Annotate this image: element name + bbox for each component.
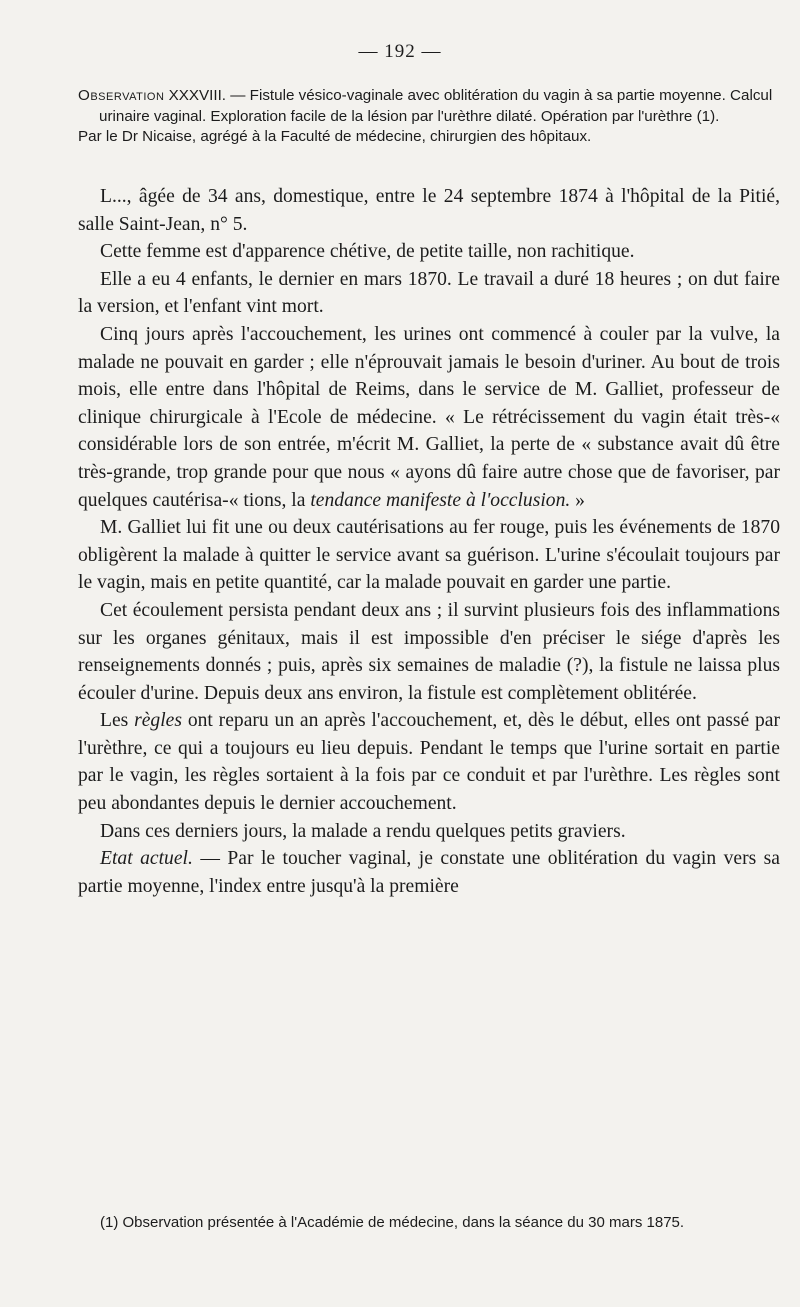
observation-header (78, 86, 778, 148)
paragraph-italic: Etat actuel. (100, 848, 193, 870)
paragraph (78, 707, 780, 817)
paragraph: Elle a eu 4 enfants, le dernier en mars 1870. Le travail a duré 18 heures ; on dut faire la version, et l'enfant vint mort. (78, 268, 780, 318)
observation-title: — Fistule vésico-vaginale avec oblitération du vagin à sa partie moyenne. Calcul urinaire vaginal. Exploration facile de la lésion par l'urèthre dilaté. Opération par l'urèthre (1). (99, 87, 773, 125)
paragraph: Cette femme est d'apparence chétive, de petite taille, non rachitique. (100, 241, 635, 263)
footnote-text: (1) Observation présentée à l'Académie de médecine, dans la séance du 30 mars 1875. (100, 1214, 685, 1231)
paragraph-text-after: » (570, 489, 585, 511)
paragraph-text-after: ont reparu un an après l'accouchement, et, dès le début, elles ont passé par l'urèthre, ce qui a toujours eu lieu depuis. Pendant le temps que l'urine sortait en partie par le vagin, les règles sortaient à la fois par ce conduit et par l'urèthre. Les règles sont peu abondantes depuis le dernier accouchement. (78, 710, 780, 815)
observation-author: Par le Dr Nicaise, agrégé à la Faculté de médecine, chirurgien des hôpitaux. (78, 128, 592, 146)
paragraph: Cet écoulement persista pendant deux ans ; il survint plusieurs fois des inflammations sur les organes génitaux, mais il est impossible d'en préciser le siége d'après les renseignements donnés ; puis, après six semaines de maladie (?), la fistule ne laissa plus écouler d'urine. Depuis deux ans environ, la fistule est complètement oblitérée. (78, 599, 780, 704)
paragraph-italic: règles (134, 710, 182, 732)
body-text (78, 183, 780, 900)
paragraph-italic: tendance manifeste à l'occlusion. (310, 489, 571, 511)
paragraph: L..., âgée de 34 ans, domestique, entre le 24 septembre 1874 à l'hôpital de la Pitié, salle Saint-Jean, n° 5. (78, 186, 780, 235)
observation-label: Observation (78, 87, 165, 104)
observation-title-line (78, 86, 778, 127)
page-number: — 192 — (358, 41, 442, 62)
footnote (78, 1212, 778, 1233)
paragraph (78, 845, 780, 900)
paragraph (78, 321, 780, 514)
paragraph-text-after: — Par le toucher vaginal, je constate une oblitération du vagin vers sa partie moyenne, l'index entre jusqu'à la première (78, 848, 780, 897)
paragraph-text: Cinq jours après l'accouchement, les urines ont commencé à couler par la vulve, la malade ne pouvait en garder ; elle n'éprouvait jamais le besoin d'uriner. Au bout de trois mois, elle entre dans l'hôpital de Reims, dans le service de M. Galliet, professeur de clinique chirurgicale à l'Ecole de médecine. « Le rétrécissement du vagin était très-« considérable lors de son entrée, m'écrit M. Galliet, la perte de « substance avait dû être très-grande, trop grande pour que nous « ayons dû faire autre chose que de favoriser, par quelques cautérisa-« tions, la (78, 323, 780, 511)
paragraph: Dans ces derniers jours, la malade a rendu quelques petits graviers. (100, 820, 626, 842)
paragraph: M. Galliet lui fit une ou deux cautérisations au fer rouge, puis les événements de 1870 obligèrent la malade à quitter le service avant sa guérison. L'urine s'écoulait toujours par le vagin, mais en petite quantité, car la malade pouvait en garder une partie. (78, 517, 780, 594)
paragraph-text: Les (100, 710, 135, 732)
observation-number: XXXVIII. (168, 87, 227, 104)
